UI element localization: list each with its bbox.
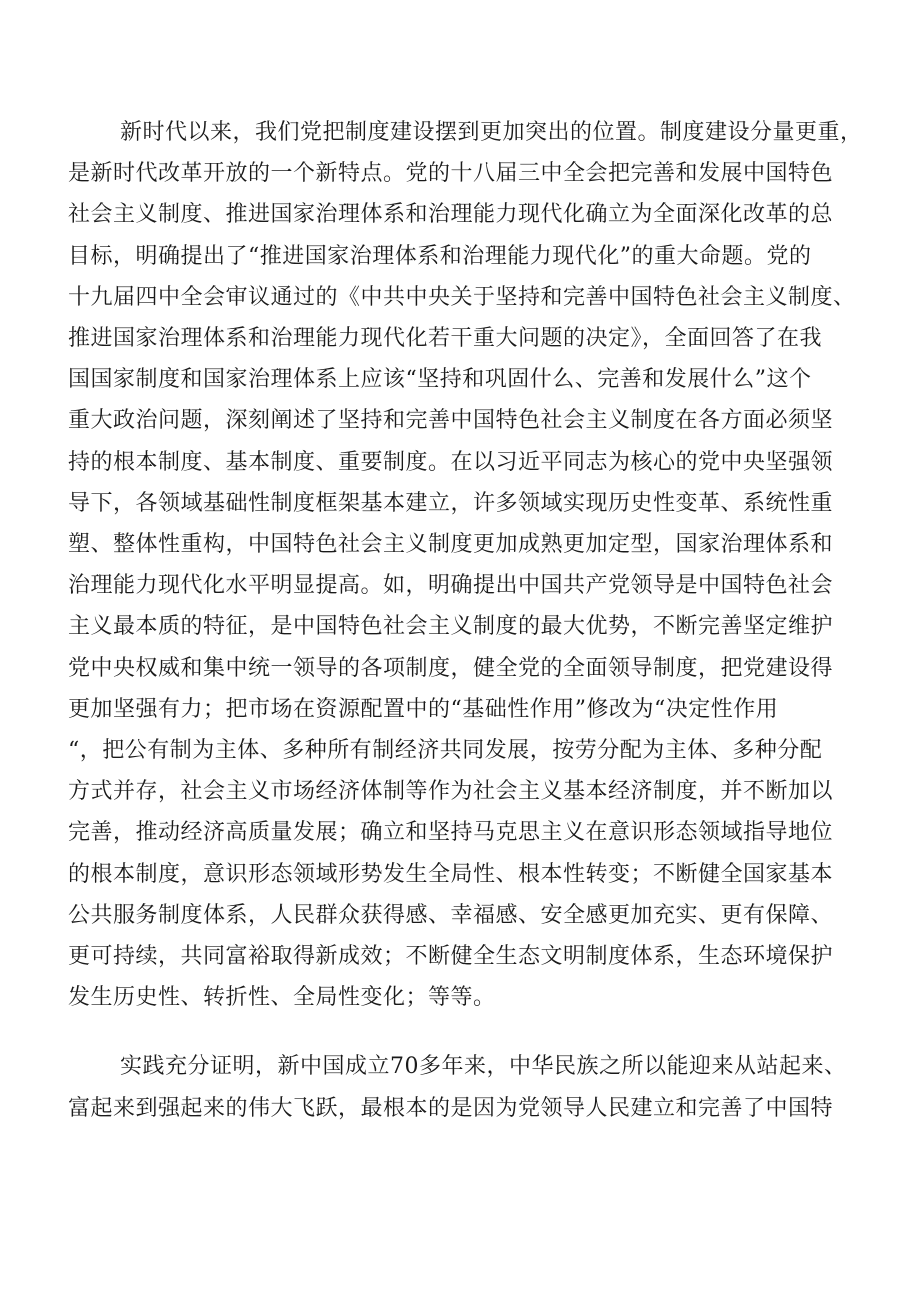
text-line: 党中央权威和集中统一领导的各项制度，健全党的全面领导制度，把党建设得 [68, 655, 834, 681]
text-line: 主义最本质的特征，是中国特色社会主义制度的最大优势，不断完善坚定维护 [68, 614, 834, 640]
text-line: 实践充分证明，新中国成立70多年来，中华民族之所以能迎来从站起来、 [120, 1054, 847, 1080]
text-line: 新时代以来，我们党把制度建设摆到更加突出的位置。制度建设分量更重， [120, 120, 863, 145]
text-line: 十九届四中全会审议通过的《中共中央关于坚持和完善中国特色社会主义制度、 [68, 284, 856, 310]
text-line: 治理能力现代化水平明显提高。如，明确提出中国共产党领导是中国特色社会 [68, 573, 834, 599]
text-line: 更可持续，共同富裕取得新成效；不断健全生态文明制度体系，生态环境保护 [68, 944, 834, 970]
text-line: 导下，各领域基础性制度框架基本建立，许多领域实现历史性变革、系统性重 [68, 490, 834, 516]
text-line: 目标，明确提出了“推进国家治理体系和治理能力现代化”的重大命题。党的 [68, 243, 812, 269]
text-line: 的根本制度，意识形态领域形势发生全局性、根本性转变；不断健全国家基本 [68, 861, 834, 887]
text-line: 富起来到强起来的伟大飞跃，最根本的是因为党领导人民建立和完善了中国特 [68, 1095, 834, 1121]
text-line: 公共服务制度体系，人民群众获得感、幸福感、安全感更加充实、更有保障、 [68, 902, 834, 928]
text-line: 塑、整体性重构，中国特色社会主义制度更加成熟更加定型，国家治理体系和 [68, 532, 834, 558]
text-line: 完善，推动经济高质量发展；确立和坚持马克思主义在意识形态领域指导地位 [68, 820, 834, 846]
text-line: 持的根本制度、基本制度、重要制度。在以习近平同志为核心的党中央坚强领 [68, 449, 834, 475]
text-line: 重大政治问题，深刻阐述了坚持和完善中国特色社会主义制度在各方面必须坚 [68, 408, 834, 434]
text-line: 方式并存，社会主义市场经济体制等作为社会主义基本经济制度，并不断加以 [68, 779, 834, 805]
text-line: 是新时代改革开放的一个新特点。党的十八届三中全会把完善和发展中国特色 [68, 161, 834, 187]
document-body [68, 112, 863, 1129]
paragraph-2 [68, 1046, 854, 1128]
text-line: 发生历史性、转折性、全局性变化；等等。 [68, 985, 496, 1011]
text-line: “，把公有制为主体、多种所有制经济共同发展，按劳分配为主体、多种分配 [68, 738, 823, 764]
text-line: 推进国家治理体系和治理能力现代化若干重大问题的决定》，全面回答了在我 [68, 326, 823, 352]
text-line: 更加坚强有力；把市场在资源配置中的“基础性作用”修改为“决定性作用 [68, 696, 779, 722]
paragraph-1 [68, 112, 863, 1018]
text-line: 国国家制度和国家治理体系上应该“坚持和巩固什么、完善和发展什么”这个 [68, 367, 812, 393]
text-line: 社会主义制度、推进国家治理体系和治理能力现代化确立为全面深化改革的总 [68, 202, 834, 228]
